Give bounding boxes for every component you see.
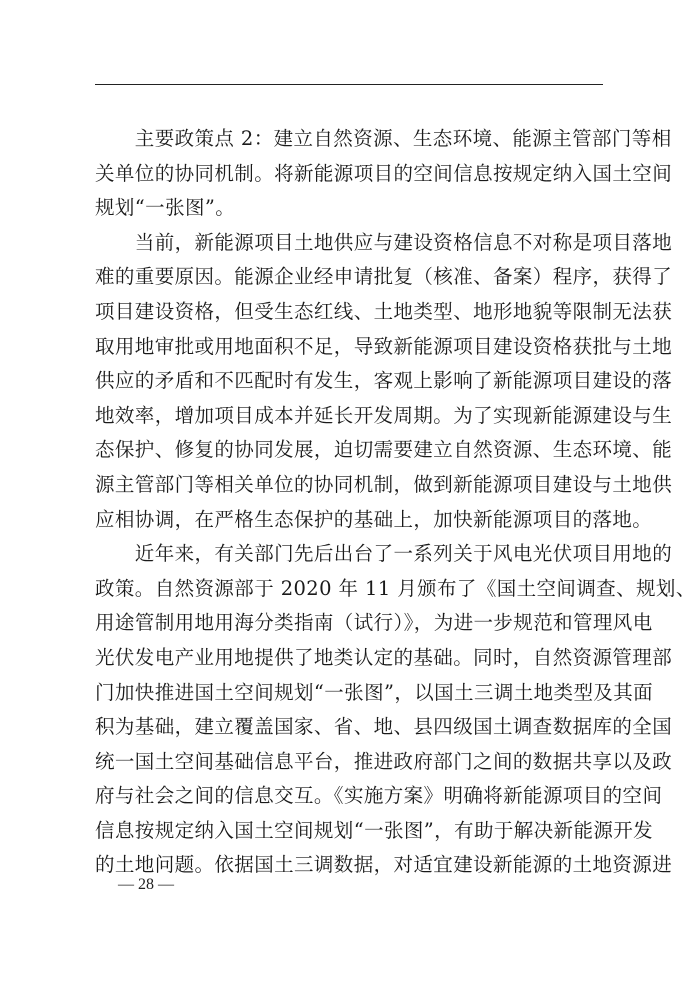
text-line: 政策。自然资源部于 2020 年 11 月颁布了《国土空间调查、规划、: [95, 576, 696, 600]
text-line: 门加快推进国土空间规划“一张图”，以国土三调土地类型及其面: [95, 680, 654, 704]
text-line: 取用地审批或用地面积不足，导致新能源项目建设资格获批与土地: [95, 334, 673, 358]
header-rule: [95, 84, 603, 85]
text-line: 府与社会之间的信息交互。《实施方案》明确将新能源项目的空间: [95, 784, 663, 808]
text-line: 关单位的协同机制。将新能源项目的空间信息按规定纳入国土空间: [95, 161, 673, 185]
text-line: 的土地问题。依据国土三调数据，对适宜建设新能源的土地资源进: [95, 853, 673, 877]
text-line: 当前，新能源项目土地供应与建设资格信息不对称是项目落地: [95, 230, 673, 254]
text-line: 项目建设资格，但受生态红线、土地类型、地形地貌等限制无法获: [95, 299, 673, 323]
body-text: [95, 122, 696, 883]
page-number: — 28 —: [118, 876, 174, 893]
text-line: 地效率，增加项目成本并延长开发周期。为了实现新能源建设与生: [95, 403, 673, 427]
text-line: 主要政策点 2：建立自然资源、生态环境、能源主管部门等相: [95, 127, 672, 150]
text-line: 积为基础，建立覆盖国家、省、地、县四级国土调查数据库的全国: [95, 715, 673, 739]
text-line: 规划“一张图”。: [95, 196, 236, 220]
text-line: 信息按规定纳入国土空间规划“一张图”，有助于解决新能源开发: [95, 818, 654, 842]
text-line: 态保护、修复的协同发展，迫切需要建立自然资源、生态环境、能: [95, 438, 673, 462]
text-line: 近年来，有关部门先后出台了一系列关于风电光伏项目用地的: [95, 542, 673, 566]
text-line: 应相协调，在严格生态保护的基础上，加快新能源项目的落地。: [95, 507, 653, 531]
text-line: 供应的矛盾和不匹配时有发生，客观上影响了新能源项目建设的落: [95, 369, 673, 393]
text-line: 用途管制用地用海分类指南（试行）》，为进一步规范和管理风电: [95, 611, 653, 635]
text-line: 源主管部门等相关单位的协同机制，做到新能源项目建设与土地供: [95, 472, 673, 496]
text-line: 统一国土空间基础信息平台，推进政府部门之间的数据共享以及政: [95, 749, 673, 773]
text-line: 难的重要原因。能源企业经申请批复（核准、备案）程序，获得了: [95, 265, 673, 289]
text-line: 光伏发电产业用地提供了地类认定的基础。同时，自然资源管理部: [95, 645, 673, 669]
